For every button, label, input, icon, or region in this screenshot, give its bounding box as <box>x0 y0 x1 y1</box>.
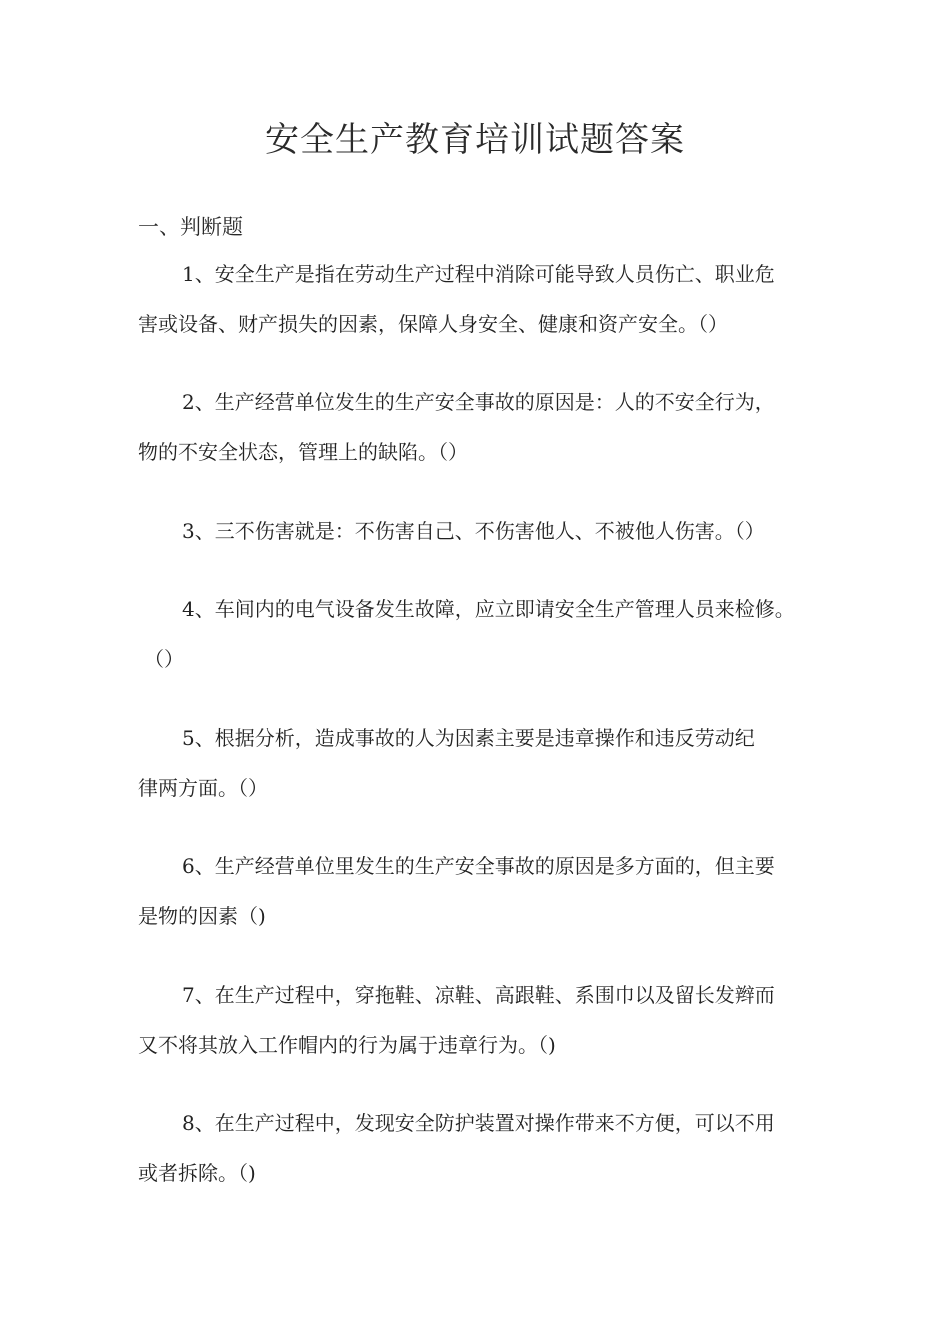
question-6-line-1: 6、生产经营单位里发生的生产安全事故的原因是多方面的，但主要 <box>182 854 775 878</box>
question-6-line-2: 是物的因素（) <box>138 904 266 928</box>
question-3-line-1: 3、三不伤害就是：不伤害自己、不伤害他人、不被他人伤害。（） <box>182 519 765 543</box>
question-8 <box>138 1108 818 1188</box>
question-8-line-2: 或者拆除。（) <box>138 1161 256 1185</box>
question-1-line-2: 害或设备、财产损失的因素，保障人身安全、健康和资产安全。（） <box>138 312 728 336</box>
question-1 <box>138 259 818 339</box>
question-2-line-1: 2、生产经营单位发生的生产安全事故的原因是：人的不安全行为， <box>182 390 775 414</box>
question-5 <box>138 723 818 803</box>
section-heading: 一、判断题 <box>138 215 243 239</box>
question-7-line-1: 7、在生产过程中，穿拖鞋、凉鞋、高跟鞋、系围巾以及留长发辫而 <box>182 983 775 1007</box>
question-8-line-1: 8、在生产过程中，发现安全防护装置对操作带来不方便，可以不用 <box>182 1111 775 1135</box>
question-4-line-1: 4、车间内的电气设备发生故障，应立即请安全生产管理人员来检修。 <box>182 597 795 621</box>
question-7 <box>138 980 818 1060</box>
question-4 <box>138 594 818 674</box>
question-1-line-1: 1、安全生产是指在劳动生产过程中消除可能导致人员伤亡、职业危 <box>182 262 775 286</box>
question-2-line-2: 物的不安全状态，管理上的缺陷。（） <box>138 440 468 464</box>
question-4-line-2: （） <box>144 647 184 671</box>
question-7-line-2: 又不将其放入工作帽内的行为属于违章行为。（) <box>138 1033 556 1057</box>
question-5-line-2: 律两方面。（） <box>138 776 268 800</box>
question-2 <box>138 387 818 467</box>
question-5-line-1: 5、根据分析，造成事故的人为因素主要是违章操作和违反劳动纪 <box>182 726 755 750</box>
question-6 <box>138 851 818 931</box>
page-title: 安全生产教育培训试题答案 <box>265 120 685 160</box>
question-3 <box>138 516 818 566</box>
